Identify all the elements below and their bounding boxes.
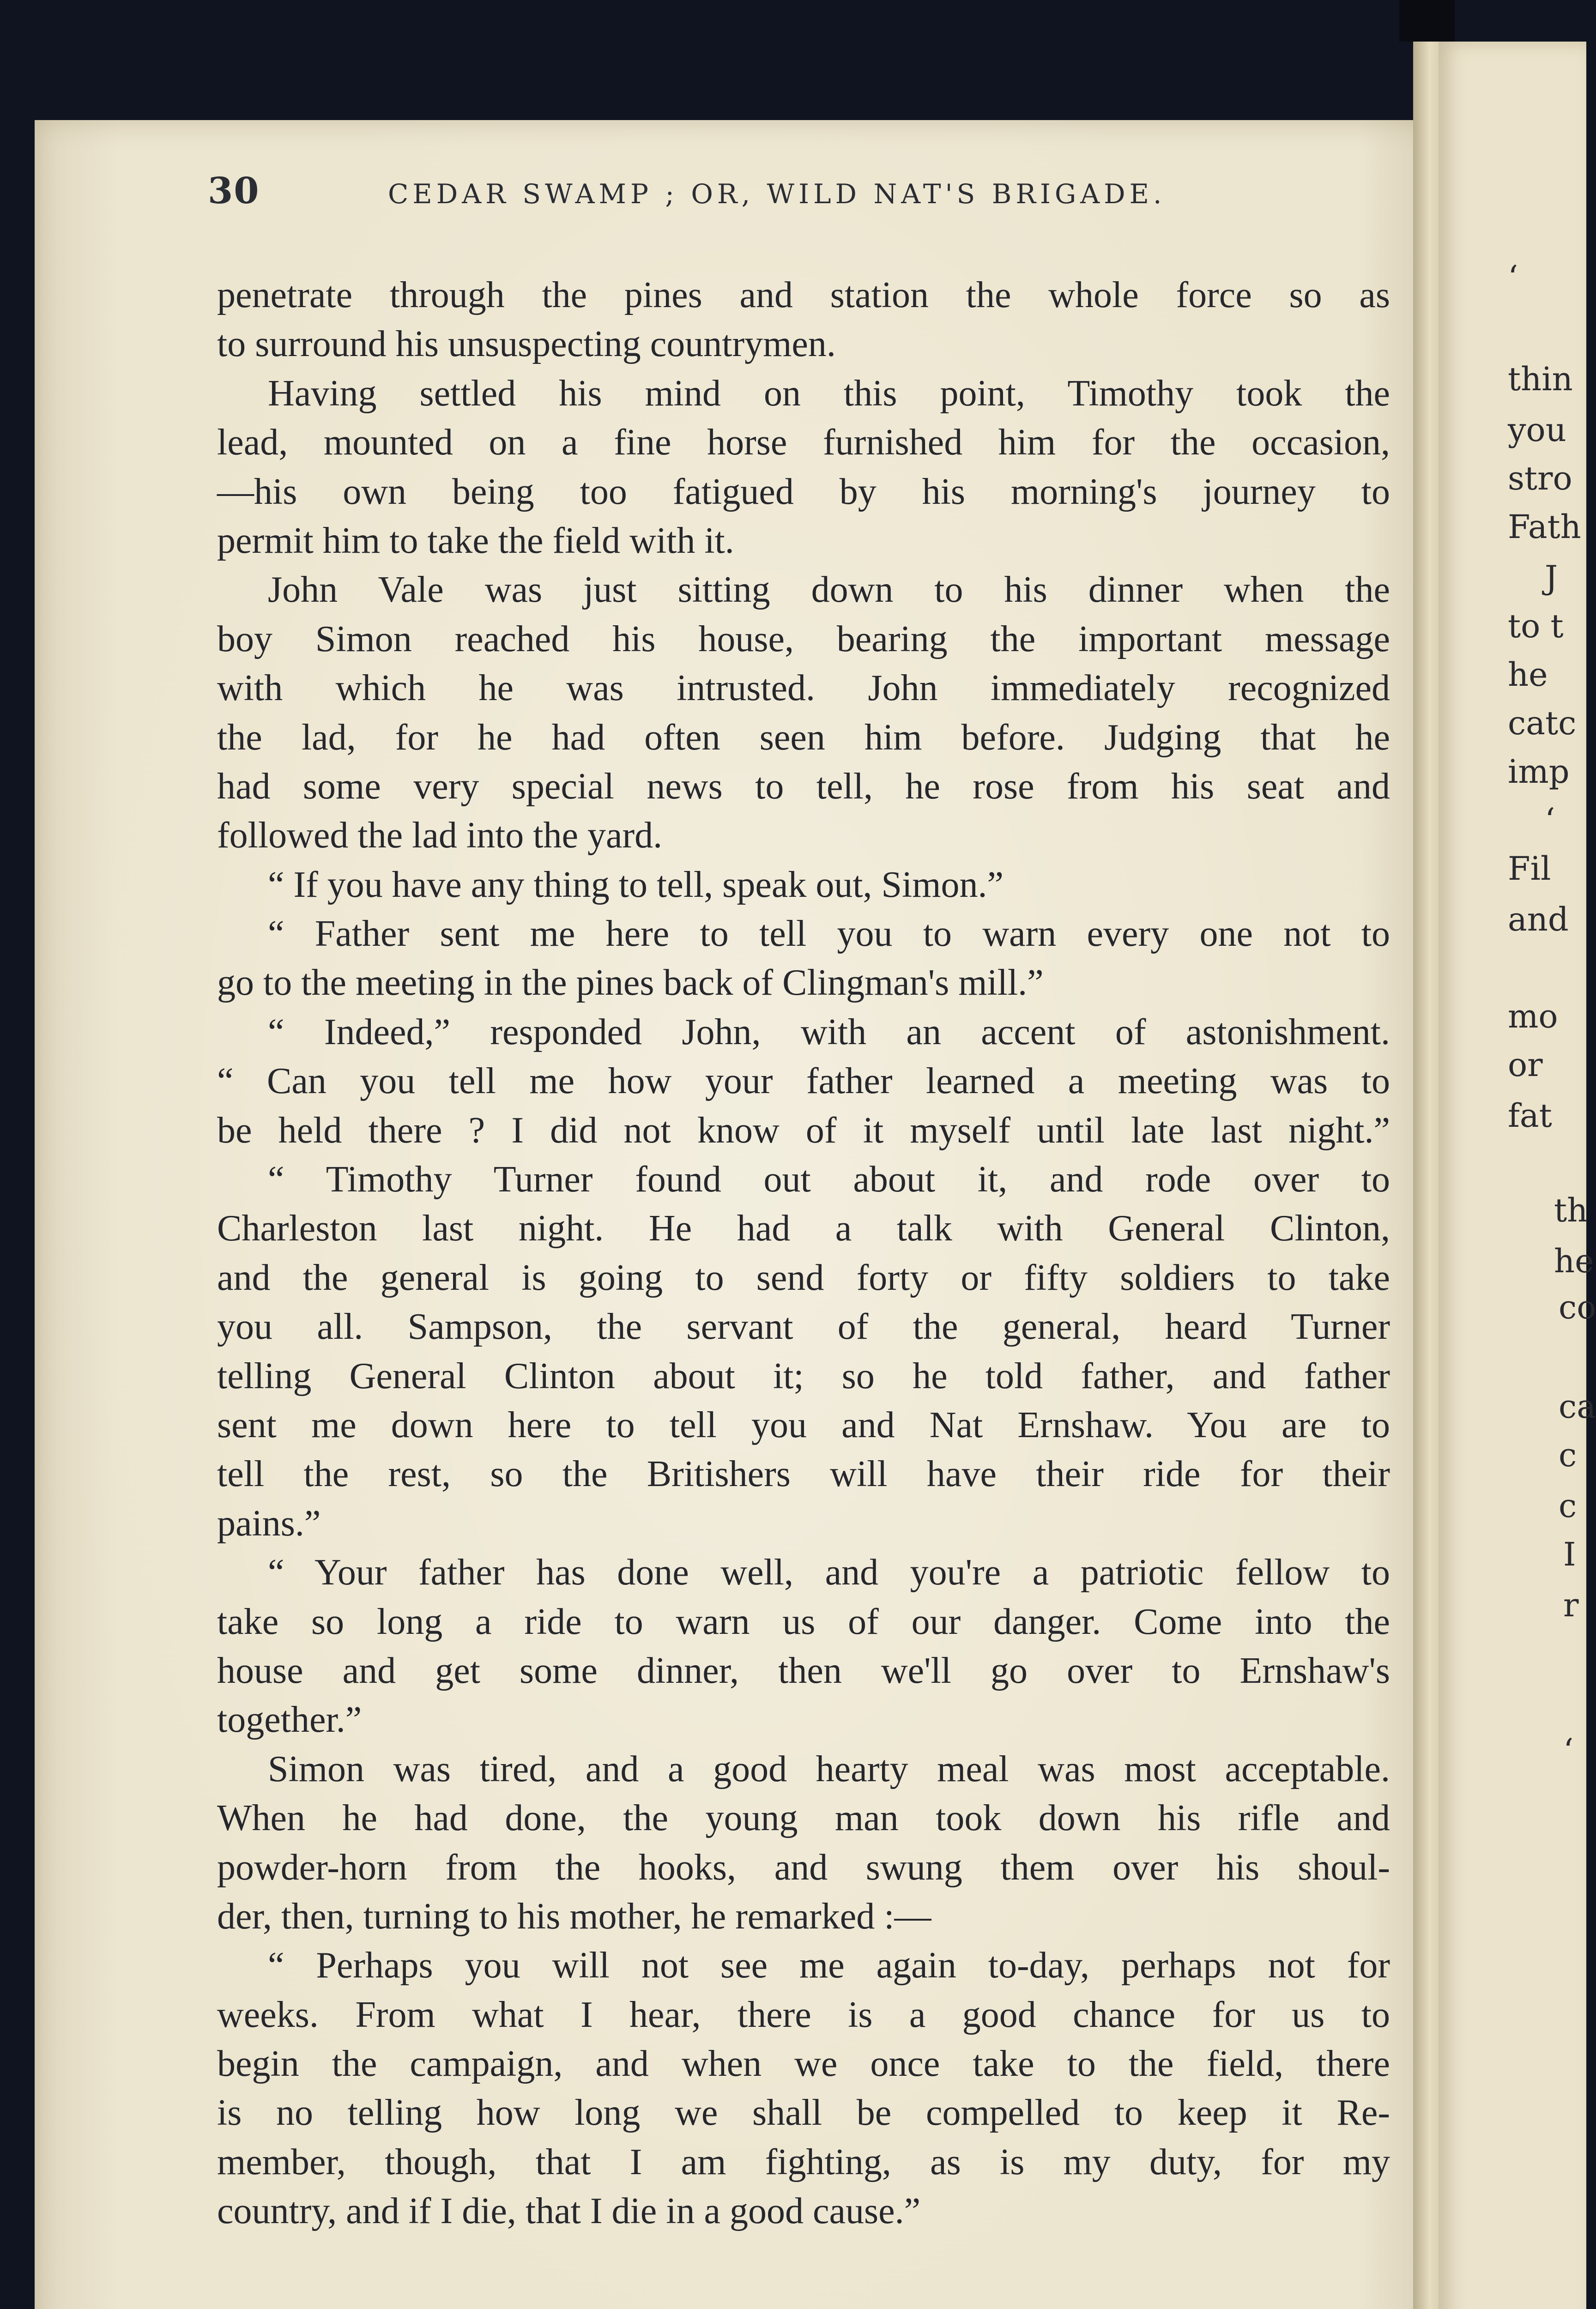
facing-fragment: r <box>1563 1586 1579 1624</box>
running-head <box>208 170 1418 221</box>
facing-fragment: ‘ <box>1545 801 1555 839</box>
text-line: tell the rest, so the Britishers will have their ride for their <box>217 1454 1390 1495</box>
text-line: you all. Sampson, the servant of the general, heard Turner <box>217 1306 1390 1348</box>
facing-fragment: Fath <box>1508 508 1581 546</box>
running-title: CEDAR SWAMP ; OR, WILD NAT'S BRIGADE. <box>388 178 1166 210</box>
text-line: “ Father sent me here to tell you to warn every one not to <box>268 913 1390 955</box>
text-line: the lad, for he had often seen him before. Judging that he <box>217 717 1390 758</box>
text-line: Charleston last night. He had a talk with General Clinton, <box>217 1208 1390 1249</box>
text-line: powder-horn from the hooks, and swung them over his shoul- <box>217 1847 1390 1888</box>
text-line: “ Indeed,” responded John, with an accent of astonishment. <box>268 1011 1390 1052</box>
text-line: “ Can you tell me how your father learned a meeting was to <box>217 1061 1390 1102</box>
text-line: Simon was tired, and a good hearty meal was most acceptable. <box>268 1748 1390 1789</box>
text-line: begin the campaign, and when we once take to the field, there <box>217 2043 1390 2085</box>
text-line: John Vale was just sitting down to his dinner when the <box>268 569 1390 610</box>
text-line: member, though, that I am fighting, as is my duty, for my <box>217 2141 1390 2182</box>
text-line: boy Simon reached his house, bearing the important message <box>217 618 1390 659</box>
text-line: together.” <box>217 1699 362 1741</box>
facing-fragment: c <box>1559 1436 1577 1474</box>
text-line: —his own being too fatigued by his morning's journey to <box>217 471 1390 512</box>
text-line: “ Perhaps you will not see me again to-day, perhaps not for <box>268 1945 1390 1986</box>
text-line: country, and if I die, that I die in a good cause.” <box>217 2191 921 2232</box>
text-line: penetrate through the pines and station the whole force so as <box>217 275 1390 315</box>
facing-fragment: ‘ <box>1508 259 1518 296</box>
text-line: with which he was intrusted. John immediately recognized <box>217 668 1390 709</box>
facing-fragment: mo <box>1508 997 1558 1035</box>
facing-fragment: or <box>1508 1046 1543 1084</box>
facing-fragment: th <box>1554 1191 1588 1229</box>
text-line: When he had done, the young man took down his rifle and <box>217 1798 1390 1839</box>
facing-fragment: I <box>1563 1535 1576 1573</box>
text-line: lead, mounted on a fine horse furnished him for the occasion, <box>217 422 1390 463</box>
text-line: and the general is going to send forty or fifty soldiers to take <box>217 1257 1390 1298</box>
facing-page <box>1439 42 1596 2309</box>
text-line: “ Timothy Turner found out about it, and rode over to <box>268 1159 1390 1200</box>
facing-fragment: he <box>1554 1242 1594 1280</box>
facing-fragment: to t <box>1508 607 1564 645</box>
facing-fragment: ‘ <box>1563 1732 1574 1770</box>
text-line: telling General Clinton about it; so he told father, and father <box>217 1355 1390 1396</box>
text-line: to surround his unsuspecting countrymen. <box>217 324 836 365</box>
text-line: permit him to take the field with it. <box>217 520 734 561</box>
facing-fragment: imp <box>1508 753 1570 791</box>
text-line: had some very special news to tell, he rose from his seat and <box>217 766 1390 807</box>
text-line: “ If you have any thing to tell, speak out, Simon.” <box>268 864 1004 905</box>
facing-fragment: J <box>1545 559 1558 597</box>
text-line: sent me down here to tell you and Nat Ernshaw. You are to <box>217 1404 1390 1445</box>
page-number: 30 <box>208 170 260 212</box>
text-line: der, then, turning to his mother, he remarked :— <box>217 1896 931 1937</box>
text-line: be held there ? I did not know of it myself until late last night.” <box>217 1110 1390 1151</box>
text-line: followed the lad into the yard. <box>217 815 663 856</box>
facing-fragment: Fil <box>1508 850 1551 888</box>
facing-fragment: co <box>1559 1288 1596 1326</box>
text-line: Having settled his mind on this point, Timothy took the <box>268 373 1390 414</box>
facing-fragment: he <box>1508 656 1548 694</box>
facing-fragment: stro <box>1508 459 1572 497</box>
text-line: is no telling how long we shall be compelled to keep it Re- <box>217 2092 1390 2134</box>
text-line: house and get some dinner, then we'll go over to Ernshaw's <box>217 1650 1390 1691</box>
facing-fragment: you <box>1508 411 1566 449</box>
facing-fragment: ca <box>1559 1388 1596 1426</box>
text-line: weeks. From what I hear, there is a good chance for us to <box>217 1994 1390 2035</box>
text-line: take so long a ride to warn us of our danger. Come into the <box>217 1601 1390 1642</box>
facing-fragment: c <box>1559 1487 1577 1525</box>
book-gutter <box>1413 42 1441 2309</box>
spine-shadow <box>1399 0 1455 42</box>
text-line: go to the meeting in the pines back of Clingman's mill.” <box>217 962 1044 1003</box>
text-line: pains.” <box>217 1503 321 1544</box>
facing-fragment: catc <box>1508 704 1577 742</box>
facing-fragment: and <box>1508 901 1569 938</box>
body-text <box>217 271 1390 2236</box>
text-line: “ Your father has done well, and you're a patriotic fellow to <box>268 1552 1390 1593</box>
facing-fragment: thin <box>1508 360 1573 398</box>
facing-fragment: fat <box>1508 1097 1552 1135</box>
